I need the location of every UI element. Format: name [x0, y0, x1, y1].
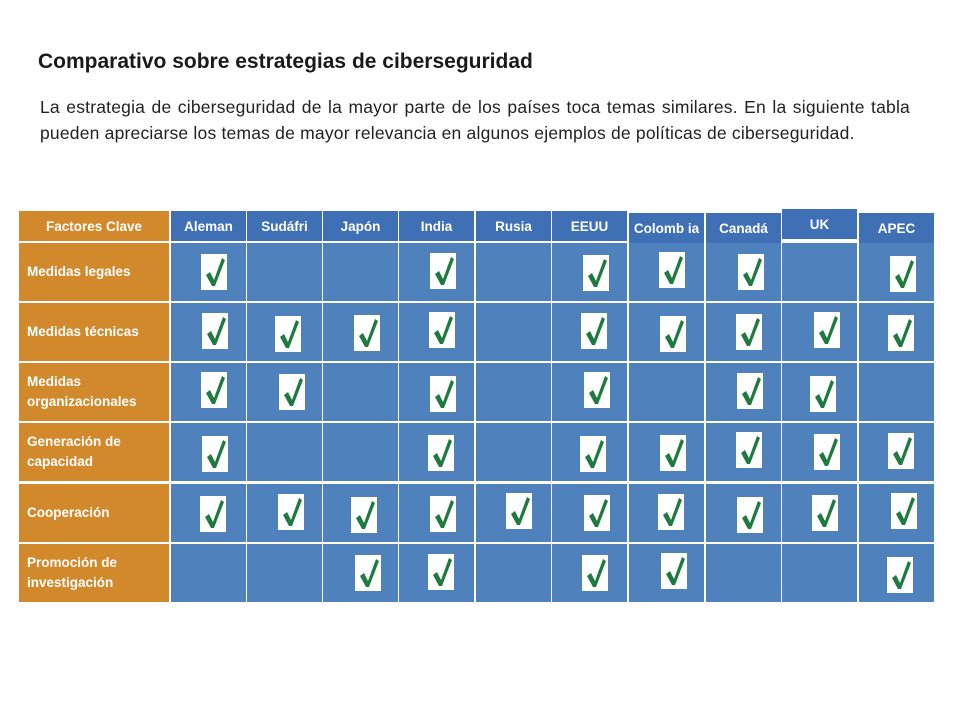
row-label-3: Medidas organizacionales	[19, 363, 169, 421]
checkmark-icon	[428, 554, 454, 590]
header-country-1: Aleman	[171, 211, 246, 241]
checkmark-icon	[583, 255, 609, 291]
checkmark-icon	[430, 376, 456, 412]
checkmark-icon	[814, 434, 840, 470]
checkmark-icon	[201, 254, 227, 290]
header-factores-clave: Factores Clave	[19, 211, 169, 241]
table-cell	[782, 243, 857, 301]
checkmark-icon	[888, 433, 914, 469]
checkmark-icon	[810, 376, 836, 412]
checkmark-icon	[891, 493, 917, 529]
checkmark-icon	[888, 315, 914, 351]
checkmark-icon	[275, 316, 301, 352]
checkmark-icon	[584, 372, 610, 408]
table-cell	[476, 243, 551, 301]
table-cell	[323, 363, 398, 421]
row-label-6: Promoción de investigación	[19, 544, 169, 602]
table-cell	[247, 243, 322, 301]
checkmark-icon	[430, 496, 456, 532]
checkmark-icon	[890, 256, 916, 292]
table-cell	[782, 544, 857, 602]
checkmark-icon	[660, 316, 686, 352]
row-label-1: Medidas legales	[19, 243, 169, 301]
checkmark-icon	[887, 557, 913, 593]
header-country-7: Colomb ia	[629, 213, 704, 243]
checkmark-icon	[351, 497, 377, 533]
header-country-4: India	[399, 211, 474, 241]
table-cell	[859, 363, 934, 421]
checkmark-icon	[582, 555, 608, 591]
checkmark-icon	[202, 313, 228, 349]
checkmark-icon	[202, 436, 228, 472]
checkmark-icon	[506, 493, 532, 529]
table-cell	[476, 544, 551, 602]
table-cell	[323, 423, 398, 481]
checkmark-icon	[812, 495, 838, 531]
checkmark-icon	[660, 435, 686, 471]
checkmark-icon	[200, 496, 226, 532]
table-cell	[629, 363, 704, 421]
checkmark-icon	[581, 313, 607, 349]
row-label-5: Cooperación	[19, 484, 169, 542]
header-country-10: APEC	[859, 213, 934, 243]
checkmark-icon	[737, 373, 763, 409]
checkmark-icon	[354, 315, 380, 351]
table-cell	[323, 243, 398, 301]
table-cell	[706, 544, 781, 602]
checkmark-icon	[278, 494, 304, 530]
page-title: Comparativo sobre estrategias de ciberseguridad	[38, 50, 533, 73]
header-country-3: Japón	[323, 211, 398, 241]
checkmark-icon	[736, 432, 762, 468]
table-cell	[171, 544, 246, 602]
checkmark-icon	[737, 497, 763, 533]
checkmark-icon	[736, 314, 762, 350]
table-cell	[476, 423, 551, 481]
table-cell	[476, 363, 551, 421]
checkmark-icon	[279, 374, 305, 410]
checkmark-icon	[661, 553, 687, 589]
checkmark-icon	[658, 494, 684, 530]
intro-paragraph: La estrategia de ciberseguridad de la mayor parte de los países toca temas similares. En la siguiente tabla pueden apreciarse los temas de mayor relevancia en algunos ejemplos de políticas de ciberseguridad.	[40, 97, 910, 143]
checkmark-icon	[430, 253, 456, 289]
row-label-4: Generación de capacidad	[19, 423, 169, 481]
table-cell	[476, 303, 551, 361]
checkmark-icon	[201, 372, 227, 408]
checkmark-icon	[584, 495, 610, 531]
table-cell	[247, 544, 322, 602]
checkmark-icon	[580, 436, 606, 472]
checkmark-icon	[738, 254, 764, 290]
checkmark-icon	[659, 252, 685, 288]
checkmark-icon	[429, 312, 455, 348]
header-country-6: EEUU	[552, 211, 627, 241]
checkmark-icon	[428, 435, 454, 471]
checkmark-icon	[814, 312, 840, 348]
checkmark-icon	[355, 555, 381, 591]
table-cell	[247, 423, 322, 481]
row-label-2: Medidas técnicas	[19, 303, 169, 361]
header-country-9: UK	[782, 209, 857, 239]
header-country-2: Sudáfri	[247, 211, 322, 241]
header-country-8: Canadá	[706, 213, 781, 243]
header-country-5: Rusia	[476, 211, 551, 241]
